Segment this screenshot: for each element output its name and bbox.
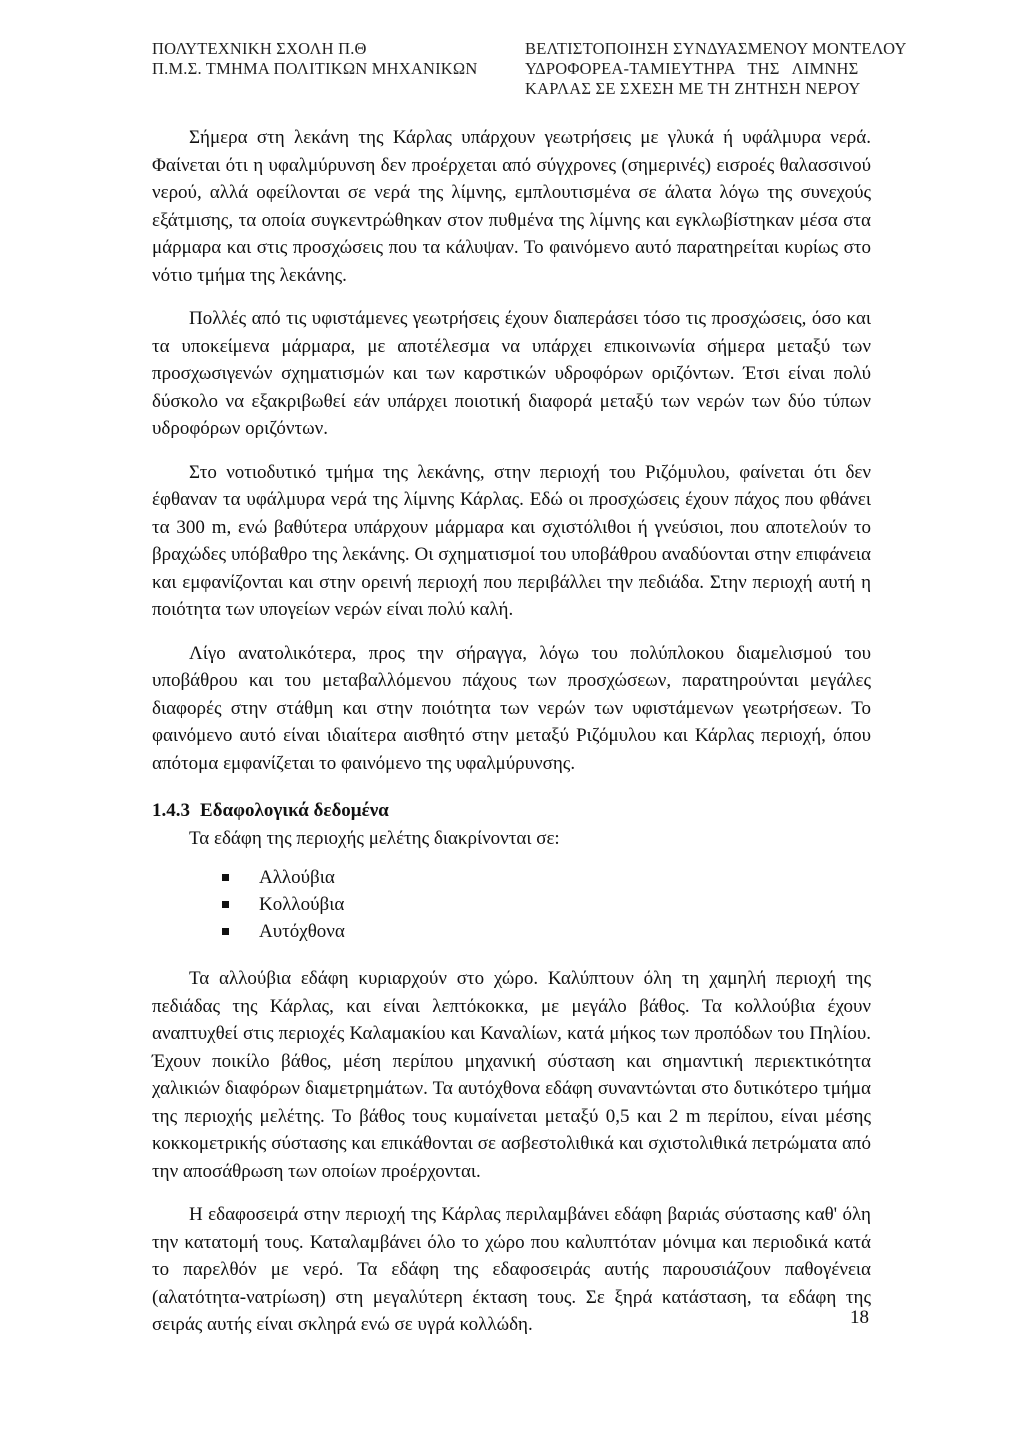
section-heading [152, 797, 871, 825]
paragraph-rizomylos: Στο νοτιοδυτικό τμήμα της λεκάνης, στην περιοχή του Ριζόμυλου, φαίνεται ότι δεν έφθαναν τα υφάλμυρα νερά της λίμνης Κάρλας. Εδώ οι προσχώσεις έχουν πάχος που φθάνει τα 300 m, ενώ βαθύτερα υπάρχουν μάρμαρα και σχιστόλιθοι ή γνεύσιοι, που αποτελούν το βραχώδες υπόβαθρο της λεκάνης. Οι σχηματισμοί του υποβάθρου αναδύονται στην επιφάνεια και εμφανίζονται και στην ορεινή περιοχή που περιβάλλει την πεδιάδα. Στην περιοχή αυτή η ποιότητα των υπογείων νερών είναι πολύ καλή. [152, 461, 871, 620]
list-item-label: Αυτόχθονα [259, 920, 345, 942]
section-intro: Τα εδάφη της περιοχής μελέτης διακρίνονται σε: [189, 827, 560, 849]
section-title: Εδαφολογικά δεδομένα [200, 800, 389, 821]
list-item [222, 864, 871, 891]
list-item [222, 891, 871, 918]
header-title-line-3: ΚΑΡΛΑΣ ΣΕ ΣΧΕΣΗ ΜΕ ΤΗ ΖΗΤΗΣΗ ΝΕΡΟΥ [525, 79, 861, 98]
header-title-line-2: ΥΔΡΟΦΟΡΕΑ-ΤΑΜΙΕΥΤΗΡΑ ΤΗΣ ΛΙΜΝΗΣ [525, 59, 859, 78]
header-right [525, 39, 907, 99]
header-title-line-1: ΒΕΛΤΙΣΤΟΠΟΙΗΣΗ ΣΥΝΔΥΑΣΜΕΝΟΥ ΜΟΝΤΕΛΟΥ [525, 39, 907, 58]
page-number: 18 [850, 1307, 869, 1328]
square-bullet-icon [222, 901, 229, 908]
paragraph-soil-types: Τα αλλούβια εδάφη κυριαρχούν στο χώρο. Καλύπτουν όλη τη χαμηλή περιοχή της πεδιάδας της Κάρλας, και είναι λεπτόκοκκα, με μεγάλο βάθος. Τα κολλούβια έχουν αναπτυχθεί στις περιοχές Καλαμακίου και Καναλίων, κατά μήκος των προπόδων του Πηλίου. Έχουν ποικίλο βάθος, μέση περίπου μηχανική σύσταση και σημαντική περιεκτικότητα χαλικιών διαφόρων διαμετρημάτων. Τα αυτόχθονα εδάφη συναντώνται στο δυτικότερο τμήμα της περιοχής μελέτης. Το βάθος τους κυμαίνεται μεταξύ 0,5 και 2 m περίπου, είναι μέσης κοκκομετρικής σύστασης και επικάθονται σε ασβεστολιθικά και σχιστολιθικά πετρώματα από την αποσάθρωση των οποίων προέρχονται. [152, 968, 871, 1182]
paragraph-tunnel: Λίγο ανατολικότερα, προς την σήραγγα, λόγω του πολύπλοκου διαμελισμού του υποβάθρου και του μεταβαλλόμενου πάχους των προσχώσεων, παρατηρούνται μεγάλες διαφορές στην στάθμη και στην ποιότητα των νερών των υφιστάμενων γεωτρήσεων. Το φαινόμενο αυτό είναι ιδιαίτερα αισθητό στην μεταξύ Ριζόμυλου και Κάρλας περιοχή, όπου απότομα εμφανίζεται το φαινόμενο της υφαλμύρυνσης. [152, 642, 871, 774]
soil-types-list [152, 864, 871, 945]
paragraph-boreholes: Πολλές από τις υφιστάμενες γεωτρήσεις έχουν διαπεράσει τόσο τις προσχώσεις, όσο και τα υποκείμενα μάρμαρα, με αποτέλεσμα να υπάρχει επικοινωνία σήμερα μεταξύ των προσχωσιγενών σχηματισμών και των καρστικών υδροφόρων οριζόντων. Έτσι είναι πολύ δύσκολο να εξακριβωθεί εάν υπάρχει ποιοτική διαφορά μεταξύ των νερών των δύο τύπων υδροφόρων οριζόντων. [152, 308, 871, 439]
paragraph-soil-series: Η εδαφοσειρά στην περιοχή της Κάρλας περιλαμβάνει εδάφη βαριάς σύστασης καθ' όλη την κατατομή τους. Καταλαμβάνει όλο το χώρο που καλυπτόταν μόνιμα και περιοδικά κατά το παρελθόν με νερό. Τα εδάφη της εδαφοσειράς αυτής παρουσιάζουν παθογένεια (αλατότητα-νατρίωση) στη μεγαλύτερη έκταση τους. Σε ξηρά κατάσταση, τα εδάφη της σειράς αυτής είναι σκληρά ενώ σε υγρά κολλώδη. [152, 1204, 871, 1335]
header-department: Π.Μ.Σ. ΤΜΗΜΑ ΠΟΛΙΤΙΚΩΝ ΜΗΧΑΝΙΚΩΝ [152, 59, 478, 78]
list-item-label: Κολλούβια [259, 893, 345, 915]
header-left [152, 39, 477, 79]
list-item [222, 918, 871, 945]
square-bullet-icon [222, 928, 229, 935]
section-number: 1.4.3 [152, 800, 190, 821]
paragraph-salinity: Σήμερα στη λεκάνη της Κάρλας υπάρχουν γεωτρήσεις με γλυκά ή υφάλμυρα νερά. Φαίνεται ότι η υφαλμύρυνση δεν προέρχεται από σύγχρονες (σημερινές) εισροές θαλασσινού νερού, αλλά οφείλονται σε νερά της λίμνης, εμπλουτισμένα σε άλατα λόγω της συνεχούς εξάτμισης, τα οποία συγκεντρώθηκαν στον πυθμένα της λίμνης και εγκλωβίστηκαν μέσα στα μάρμαρα και στις προσχώσεις που τα κάλυψαν. Το φαινόμενο αυτό παρατηρείται κυρίως στο νότιο τμήμα της λεκάνης. [152, 127, 871, 286]
list-item-label: Αλλούβια [259, 866, 335, 888]
square-bullet-icon [222, 874, 229, 881]
header-school: ΠΟΛΥΤΕΧΝΙΚΗ ΣΧΟΛΗ Π.Θ [152, 39, 367, 58]
body-text [152, 124, 871, 1355]
